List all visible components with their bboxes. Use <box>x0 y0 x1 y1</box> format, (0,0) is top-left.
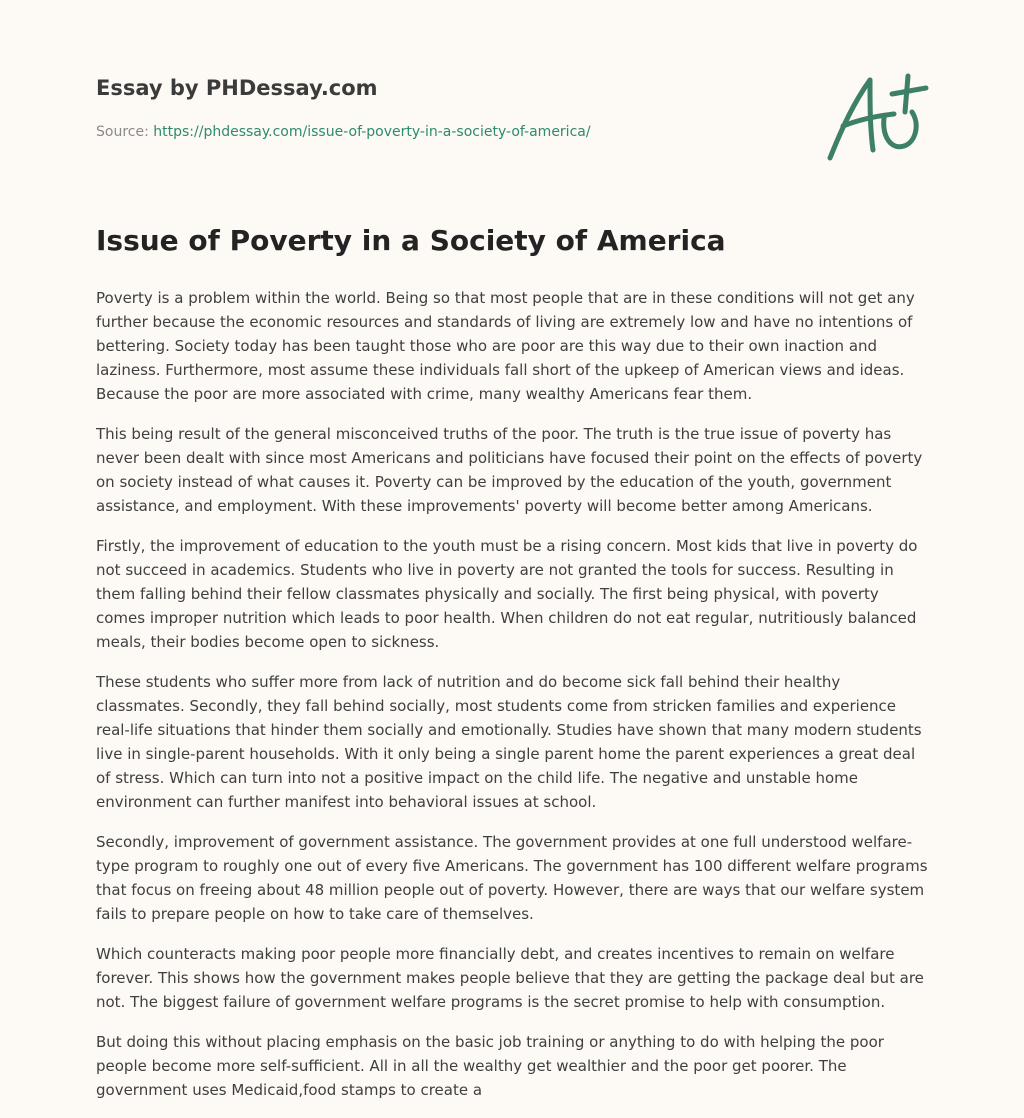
essay-paragraph: Firstly, the improvement of education to the youth must be a rising concern. Most kids that live in poverty do not succeed in academics. Students who live in poverty are not granted the tools for success. Resulting in them falling behind their fellow classmates physically and socially. The first being physical, with poverty comes improper nutrition which leads to poor health. When children do not eat regular, nutritiously balanced meals, their bodies become open to sickness. <box>96 537 918 651</box>
source-link[interactable]: https://phdessay.com/issue-of-poverty-in-a-society-of-america/ <box>153 124 591 140</box>
brand-title: Essay by PHDessay.com <box>96 76 378 100</box>
essay-paragraph: This being result of the general misconceived truths of the poor. The truth is the true issue of poverty has never been dealt with since most Americans and politicians have focused their point on the effects of poverty on society instead of what causes it. Poverty can be improved by the education of the youth, government assistance, and employment. With these improvements' poverty will become better among Americans. <box>96 425 923 515</box>
essay-paragraph: Secondly, improvement of government assistance. The government provides at one full understood welfare-type program to roughly one out of every five Americans. The government has 100 different welfare programs that focus on freeing about 48 million people out of poverty. However, there are ways that our welfare system fails to prepare people on how to take care of themselves. <box>96 833 928 923</box>
essay-title: Issue of Poverty in a Society of America <box>96 224 726 257</box>
essay-paragraph: Which counteracts making poor people more financially debt, and creates incentives to remain on welfare forever. This shows how the government makes people believe that they are getting the package deal but are not. The biggest failure of government welfare programs is the secret promise to help with consumption. <box>96 945 924 1011</box>
source-line <box>96 124 591 140</box>
essay-paragraph: Poverty is a problem within the world. Being so that most people that are in these conditions will not get any further because the economic resources and standards of living are extremely low and have no intentions of bettering. Society today has been taught those who are poor are this way due to their own inaction and laziness. Furthermore, most assume these individuals fall short of the upkeep of American views and ideas. Because the poor are more associated with crime, many wealthy Americans fear them. <box>96 289 915 403</box>
essay-body <box>96 286 932 1118</box>
essay-paragraph: These students who suffer more from lack of nutrition and do become sick fall behind their healthy classmates. Secondly, they fall behind socially, most students come from stricken families and experience real-life situations that hinder them socially and emotionally. Studies have shown that many modern students live in single-parent households. With it only being a single parent home the parent experiences a great deal of stress. Which can turn into not a positive impact on the child life. The negative and unstable home environment can further manifest into behavioral issues at school. <box>96 673 922 811</box>
a-plus-grade-icon <box>820 66 930 166</box>
essay-paragraph: But doing this without placing emphasis on the basic job training or anything to do with helping the poor people become more self-sufficient. All in all the wealthy get wealthier and the poor get poorer. The government uses Medicaid,food stamps to create a <box>96 1033 884 1099</box>
source-label: Source: <box>96 124 149 140</box>
